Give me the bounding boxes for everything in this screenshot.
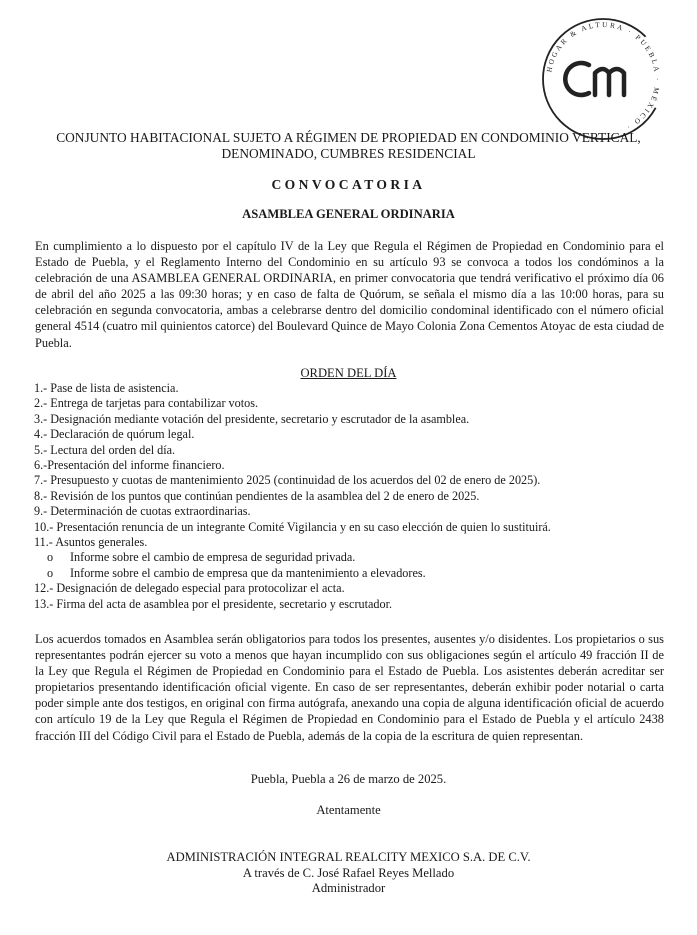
agenda-item: 13.- Firma del acta de asamblea por el presidente, secretario y escrutador. (34, 596, 393, 611)
agenda-heading: ORDEN DEL DÍA (300, 366, 397, 380)
agenda-item: 10.- Presentación renuncia de un integrante Comité Vigilancia y en su caso elección de quien lo sustituirá. (34, 519, 551, 534)
header-line: CONJUNTO HABITACIONAL SUJETO A RÉGIMEN DE PROPIEDAD EN CONDOMINIO VERTICAL, (56, 130, 641, 145)
agenda-subitem-text: Informe sobre el cambio de empresa de seguridad privada. (70, 550, 356, 565)
signature-via: A través de C. José Rafael Reyes Mellado (242, 865, 455, 880)
header-line: DENOMINADO, CUMBRES RESIDENCIAL (221, 146, 476, 161)
agenda-item: 3.- Designación mediante votación del presidente, secretario y escrutador de la asamblea. (34, 411, 470, 426)
agenda-subitem-text: Informe sobre el cambio de empresa que da mantenimiento a elevadores. (70, 565, 426, 580)
agenda-item: 5.- Lectura del orden del día. (34, 442, 176, 457)
signature-company: ADMINISTRACIÓN INTEGRAL REALCITY MEXICO S.A. DE C.V. (166, 850, 531, 864)
agenda-item: 7.- Presupuesto y cuotas de mantenimiento 2025 (continuidad de los acuerdos del 02 de enero de 2025). (34, 473, 541, 488)
agenda-item: 4.- Declaración de quórum legal. (34, 427, 195, 442)
bullet-icon: o (47, 565, 54, 580)
document-title: CONVOCATORIA (271, 177, 426, 192)
brand-logo (537, 13, 669, 145)
signature-block (0, 850, 697, 897)
agenda-item: 9.- Determinación de cuotas extraordinarias. (34, 504, 251, 519)
agenda-item: 12.- Designación de delegado especial para protocolizar el acta. (34, 581, 345, 596)
svg-text:HOGAR & ALTURA · PUEBLA · MÉXI: HOGAR & ALTURA · PUEBLA · MÉXICO · (545, 20, 662, 132)
signature-role: Administrador (311, 881, 386, 896)
agenda-subitem (34, 550, 674, 565)
agenda-item: 1.- Pase de lista de asistencia. (34, 381, 179, 395)
bullet-icon: o (47, 550, 54, 565)
intro-paragraph: En cumplimiento a lo dispuesto por el capítulo IV de la Ley que Regula el Régimen de Propiedad en Condominio para el Estado de Puebla, y el Reglamento Interno del Condominio en su artículo 93 se convoca a todos los condóminos a la celebración de una ASAMBLEA GENERAL ORDINARIA, en primer convocatoria que tendrá verificativo el próximo día 06 de abril del año 2025 a las 09:30 horas; y en caso de falta de Quórum, se señala el mismo día a las 10:00 horas, para su celebración en segunda convocatoria, ambas a celebrarse dentro del domicilio condominal identificado con el número oficial general 4514 (cuatro mil quinientos catorce) del Boulevard Quince de Mayo Colonia Zona Cementos Atoyac de esta ciudad de Puebla. (35, 239, 664, 350)
agenda-subitem (34, 566, 674, 581)
agenda-item: 2.- Entrega de tarjetas para contabilizar votos. (34, 396, 259, 411)
document-header (20, 130, 677, 162)
agenda-list (34, 381, 674, 612)
agenda-item: 8.- Revisión de los puntos que continúan pendientes de la asamblea del 2 de enero de 2025. (34, 488, 480, 503)
farewell: Atentamente (316, 803, 381, 817)
document-subtitle: ASAMBLEA GENERAL ORDINARIA (242, 207, 455, 221)
agenda-item: 11.- Asuntos generales. (34, 535, 148, 550)
place-date: Puebla, Puebla a 26 de marzo de 2025. (250, 772, 447, 786)
closing-paragraph: Los acuerdos tomados en Asamblea serán obligatorios para todos los presentes, ausentes y/o disidentes. Los propietarios o sus representantes podrán ejercer su voto a menos que hayan incumplido con sus obligaciones según el artículo 49 fracción II de la Ley que Regula el Régimen de Propiedad en Condominio para el Estado de Puebla. Los asistentes deberán acreditar ser propietarios presentando identificación oficial vigente. En caso de ser representantes, deberán exhibir poder notarial o carta poder simple ante dos testigos, en original con firma autógrafa, anexando una copia de alguna identificación oficial de acuerdo con artículo 19 de la Ley que Regula el Régimen de Propiedad en Condominio para el Estado de Puebla y el artículo 2438 fracción III del Código Civil para el Estado de Puebla, además de la copia de la escritura de quien representan. (35, 632, 664, 743)
agenda-item: 6.-Presentación del informe financiero. (34, 458, 225, 473)
